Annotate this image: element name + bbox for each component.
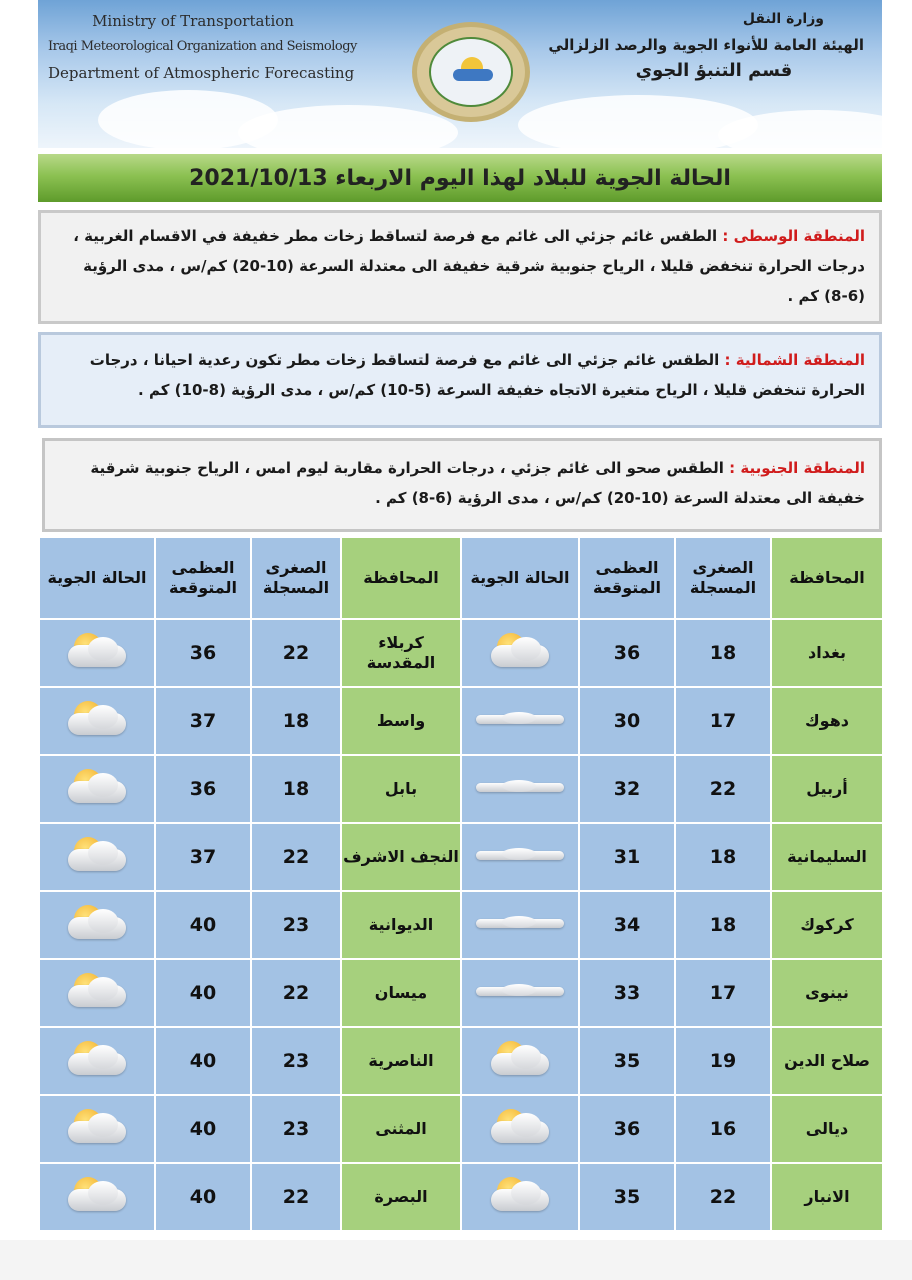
max-temp-cell: 36 xyxy=(155,619,251,687)
partly-cloudy-icon xyxy=(487,1175,553,1215)
max-temp-cell: 33 xyxy=(579,959,675,1027)
cloud-puff-icon xyxy=(511,1181,541,1205)
partly-cloudy-icon xyxy=(487,631,553,671)
weather-cell xyxy=(461,687,579,755)
cloud-puff-icon xyxy=(502,712,536,724)
min-temp-cell: 17 xyxy=(675,687,771,755)
weather-cell xyxy=(39,687,155,755)
region-label: المنطقة الوسطى : xyxy=(722,227,865,245)
max-temp-cell: 40 xyxy=(155,1027,251,1095)
page-title-bar xyxy=(38,154,882,202)
page-title: الحالة الجوية للبلاد لهذا اليوم الاربعاء 2021/10/13 xyxy=(189,165,731,191)
cloud-puff-icon xyxy=(88,909,118,933)
region-text: الطقس صحو الى غائم جزئي ، درجات الحرارة مقاربة ليوم امس ، الرياح جنوبية شرقية خفيفة الى معتدلة السرعة (10-20) كم/س ، مدى الرؤية (6-8) كم . xyxy=(90,459,865,507)
governorate-cell: ميسان xyxy=(341,959,461,1027)
min-temp-cell: 19 xyxy=(675,1027,771,1095)
table-header-row xyxy=(39,537,883,619)
overcast-cloud-icon xyxy=(476,777,564,797)
cloud-puff-icon xyxy=(511,1045,541,1069)
region-label: المنطقة الجنوبية : xyxy=(729,459,865,477)
partly-cloudy-icon xyxy=(487,1039,553,1079)
partly-cloudy-icon xyxy=(487,1107,553,1147)
max-temp-cell: 36 xyxy=(579,619,675,687)
organization-seal-icon xyxy=(412,22,530,122)
governorate-cell: دهوك xyxy=(771,687,883,755)
min-temp-cell: 18 xyxy=(675,619,771,687)
max-temp-cell: 37 xyxy=(155,823,251,891)
weather-cell xyxy=(461,1163,579,1231)
governorate-cell: بابل xyxy=(341,755,461,823)
min-temp-cell: 22 xyxy=(675,1163,771,1231)
table-row xyxy=(39,755,883,823)
max-temp-cell: 35 xyxy=(579,1163,675,1231)
weather-cell xyxy=(39,1095,155,1163)
header-max-expected: العظمى المتوقعة xyxy=(155,537,251,619)
governorate-cell: المثنى xyxy=(341,1095,461,1163)
governorate-cell: ديالى xyxy=(771,1095,883,1163)
department-name-ar: قسم التنبؤ الجوي xyxy=(635,60,793,81)
min-temp-cell: 23 xyxy=(251,1027,341,1095)
seal-inner xyxy=(429,37,513,107)
partly-cloudy-icon xyxy=(64,1039,130,1079)
header-min-recorded: الصغرى المسجلة xyxy=(251,537,341,619)
weather-cell xyxy=(461,755,579,823)
region-central xyxy=(38,210,882,324)
min-temp-cell: 18 xyxy=(675,823,771,891)
seal-wave-icon xyxy=(453,69,493,81)
table-row xyxy=(39,1027,883,1095)
header-governorate: المحافظة xyxy=(771,537,883,619)
max-temp-cell: 36 xyxy=(579,1095,675,1163)
weather-cell xyxy=(39,959,155,1027)
cloud-puff-icon xyxy=(511,637,541,661)
partly-cloudy-icon xyxy=(64,835,130,875)
cloud-puff-icon xyxy=(88,773,118,797)
cloud-puff-icon xyxy=(502,780,536,792)
min-temp-cell: 18 xyxy=(251,687,341,755)
overcast-cloud-icon xyxy=(476,845,564,865)
cloud-puff-icon xyxy=(88,1181,118,1205)
weather-cell xyxy=(39,1163,155,1231)
table-row xyxy=(39,891,883,959)
header-arabic xyxy=(548,6,864,84)
partly-cloudy-icon xyxy=(64,1107,130,1147)
header-governorate: المحافظة xyxy=(341,537,461,619)
header-english xyxy=(48,8,357,86)
table-body xyxy=(39,619,883,1231)
overcast-cloud-icon xyxy=(476,709,564,729)
region-text: الطقس غائم جزئي الى غائم مع فرصة لتساقط زخات مطر خفيفة في الاقسام الغربية ، درجات الحرارة تنخفض قليلا ، الرياح جنوبية شرقية خفيفة الى معتدلة السرعة (10-20) كم/س ، مدى الرؤية (6-8) كم . xyxy=(73,227,865,305)
min-temp-cell: 22 xyxy=(251,619,341,687)
max-temp-cell: 34 xyxy=(579,891,675,959)
table-row xyxy=(39,959,883,1027)
weather-cell xyxy=(39,823,155,891)
max-temp-cell: 32 xyxy=(579,755,675,823)
header-weather: الحالة الجوية xyxy=(39,537,155,619)
cloud-puff-icon xyxy=(88,705,118,729)
max-temp-cell: 31 xyxy=(579,823,675,891)
governorate-cell: النجف الاشرف xyxy=(341,823,461,891)
weather-cell xyxy=(461,823,579,891)
weather-cell xyxy=(461,1027,579,1095)
cloud-puff-icon xyxy=(502,984,536,996)
weather-cell xyxy=(39,891,155,959)
ministry-name-ar: وزارة النقل xyxy=(742,11,824,27)
partly-cloudy-icon xyxy=(64,1175,130,1215)
governorate-cell: البصرة xyxy=(341,1163,461,1231)
min-temp-cell: 22 xyxy=(251,823,341,891)
max-temp-cell: 40 xyxy=(155,959,251,1027)
governorate-cell: أربيل xyxy=(771,755,883,823)
region-text: الطقس غائم جزئي الى غائم مع فرصة لتساقط زخات مطر تكون رعدية احيانا ، درجات الحرارة تنخفض قليلا ، الرياح متغيرة الاتجاه خفيفة السرعة (5-10) كم/س ، مدى الرؤية (8-10) كم . xyxy=(89,351,865,399)
table-row xyxy=(39,687,883,755)
governorate-cell: صلاح الدين xyxy=(771,1027,883,1095)
min-temp-cell: 18 xyxy=(251,755,341,823)
governorate-cell: السليمانية xyxy=(771,823,883,891)
min-temp-cell: 17 xyxy=(675,959,771,1027)
table-row xyxy=(39,1163,883,1231)
governorate-cell: الانبار xyxy=(771,1163,883,1231)
max-temp-cell: 35 xyxy=(579,1027,675,1095)
min-temp-cell: 23 xyxy=(251,891,341,959)
organization-name-ar: الهيئة العامة للأنواء الجوية والرصد الزلزالي xyxy=(548,36,864,54)
table-row xyxy=(39,1095,883,1163)
governorate-cell: نينوى xyxy=(771,959,883,1027)
min-temp-cell: 18 xyxy=(675,891,771,959)
cloud-puff-icon xyxy=(88,1113,118,1137)
header-min-recorded: الصغرى المسجلة xyxy=(675,537,771,619)
partly-cloudy-icon xyxy=(64,631,130,671)
table-row xyxy=(39,823,883,891)
min-temp-cell: 22 xyxy=(675,755,771,823)
cloud-puff-icon xyxy=(88,977,118,1001)
min-temp-cell: 22 xyxy=(251,1163,341,1231)
header-max-expected: العظمى المتوقعة xyxy=(579,537,675,619)
organization-name-en: Iraqi Meteorological Organization and Seismology xyxy=(48,39,357,54)
page-bottom-strip xyxy=(0,1240,912,1280)
weather-cell xyxy=(461,891,579,959)
department-name-en: Department of Atmospheric Forecasting xyxy=(48,64,355,82)
cloud-puff-icon xyxy=(502,916,536,928)
cloud-puff-icon xyxy=(88,841,118,865)
min-temp-cell: 22 xyxy=(251,959,341,1027)
header-weather: الحالة الجوية xyxy=(461,537,579,619)
cloud-puff-icon xyxy=(502,848,536,860)
governorate-cell: بغداد xyxy=(771,619,883,687)
governorate-cell: واسط xyxy=(341,687,461,755)
min-temp-cell: 16 xyxy=(675,1095,771,1163)
overcast-cloud-icon xyxy=(476,913,564,933)
cloud-puff-icon xyxy=(511,1113,541,1137)
max-temp-cell: 40 xyxy=(155,1095,251,1163)
cloud-puff-icon xyxy=(88,637,118,661)
weather-cell xyxy=(39,755,155,823)
weather-cell xyxy=(39,619,155,687)
region-south xyxy=(42,438,882,532)
partly-cloudy-icon xyxy=(64,699,130,739)
weather-cell xyxy=(461,1095,579,1163)
cloud-puff-icon xyxy=(88,1045,118,1069)
header-banner xyxy=(38,0,882,148)
weather-cell xyxy=(461,619,579,687)
max-temp-cell: 40 xyxy=(155,1163,251,1231)
governorate-cell: الديوانية xyxy=(341,891,461,959)
weather-cell xyxy=(39,1027,155,1095)
partly-cloudy-icon xyxy=(64,971,130,1011)
min-temp-cell: 23 xyxy=(251,1095,341,1163)
partly-cloudy-icon xyxy=(64,903,130,943)
governorate-cell: الناصرية xyxy=(341,1027,461,1095)
weather-cell xyxy=(461,959,579,1027)
max-temp-cell: 40 xyxy=(155,891,251,959)
ministry-name-en: Ministry of Transportation xyxy=(92,12,294,30)
forecast-table xyxy=(38,536,884,1232)
governorate-cell: كربلاء المقدسة xyxy=(341,619,461,687)
max-temp-cell: 30 xyxy=(579,687,675,755)
region-label: المنطقة الشمالية : xyxy=(724,351,865,369)
partly-cloudy-icon xyxy=(64,767,130,807)
max-temp-cell: 37 xyxy=(155,687,251,755)
governorate-cell: كركوك xyxy=(771,891,883,959)
max-temp-cell: 36 xyxy=(155,755,251,823)
region-north xyxy=(38,332,882,428)
overcast-cloud-icon xyxy=(476,981,564,1001)
table-row xyxy=(39,619,883,687)
